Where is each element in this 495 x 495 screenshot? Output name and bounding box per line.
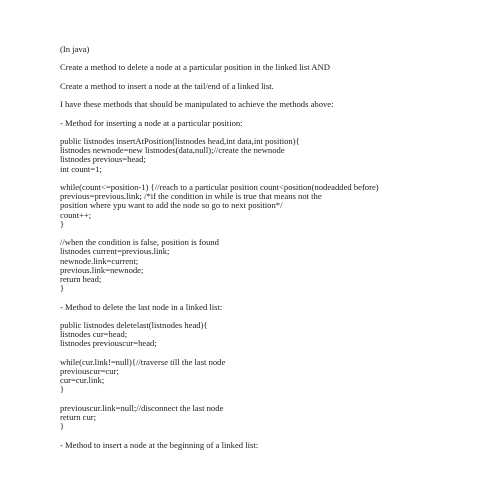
code-line: public listnodes deletelast(listnodes head){ [60,319,208,330]
code-line: public listnodes insertAtPosition(listnodes head,int data,int position){ [60,135,300,146]
text-line: I have these methods that should be manipulated to achieve the methods above: [60,99,334,110]
code-line: previous=previous.link; /*if the condition in while is true that means not the [60,191,322,202]
code-line: while(count<=position-1) {//reach to a particular position count<position(nodeadded before) [60,181,379,192]
code-line: newnode.link=current; [60,255,139,266]
document-body [60,45,485,450]
code-line: return cur; [60,411,97,422]
code-line: } [60,384,65,395]
section-heading: - Method for inserting a node at a particular position: [60,117,243,128]
code-line: listnodes cur=head; [60,329,128,340]
section-heading: - Method to insert a node at the beginning of a linked list: [60,439,259,450]
code-line: count++; [60,209,92,220]
code-line: } [60,421,65,432]
code-line: while(cur.link!=null){//traverse till the last node [60,356,226,367]
text-line: (In java) [60,44,90,54]
code-line: previouscur=cur; [60,365,119,376]
code-line: position where ypu want to add the node so go to next position*/ [60,200,283,211]
code-line: previouscur.link=null;//disconnect the last node [60,402,224,413]
code-line: listnodes newnode=new listnodes(data,null);//create the newnode [60,145,285,156]
code-line: listnodes current=previous.link; [60,246,170,257]
text-line: Create a method to delete a node at a particular position in the linked list AND [60,62,330,73]
code-line: return head; [60,273,102,284]
code-line: listnodes previouscur=head; [60,338,157,349]
code-line: } [60,218,65,229]
code-line: previous.link=newnode; [60,264,144,275]
code-line: cur=cur.link; [60,375,105,386]
code-line: int count=1; [60,163,102,174]
code-line: } [60,283,65,294]
code-line: //when the condition is false, position is found [60,237,219,248]
text-line: Create a method to insert a node at the tail/end of a linked list. [60,80,274,91]
code-line: listnodes previous=head; [60,154,146,165]
section-heading: - Method to delete the last node in a linked list: [60,301,223,312]
